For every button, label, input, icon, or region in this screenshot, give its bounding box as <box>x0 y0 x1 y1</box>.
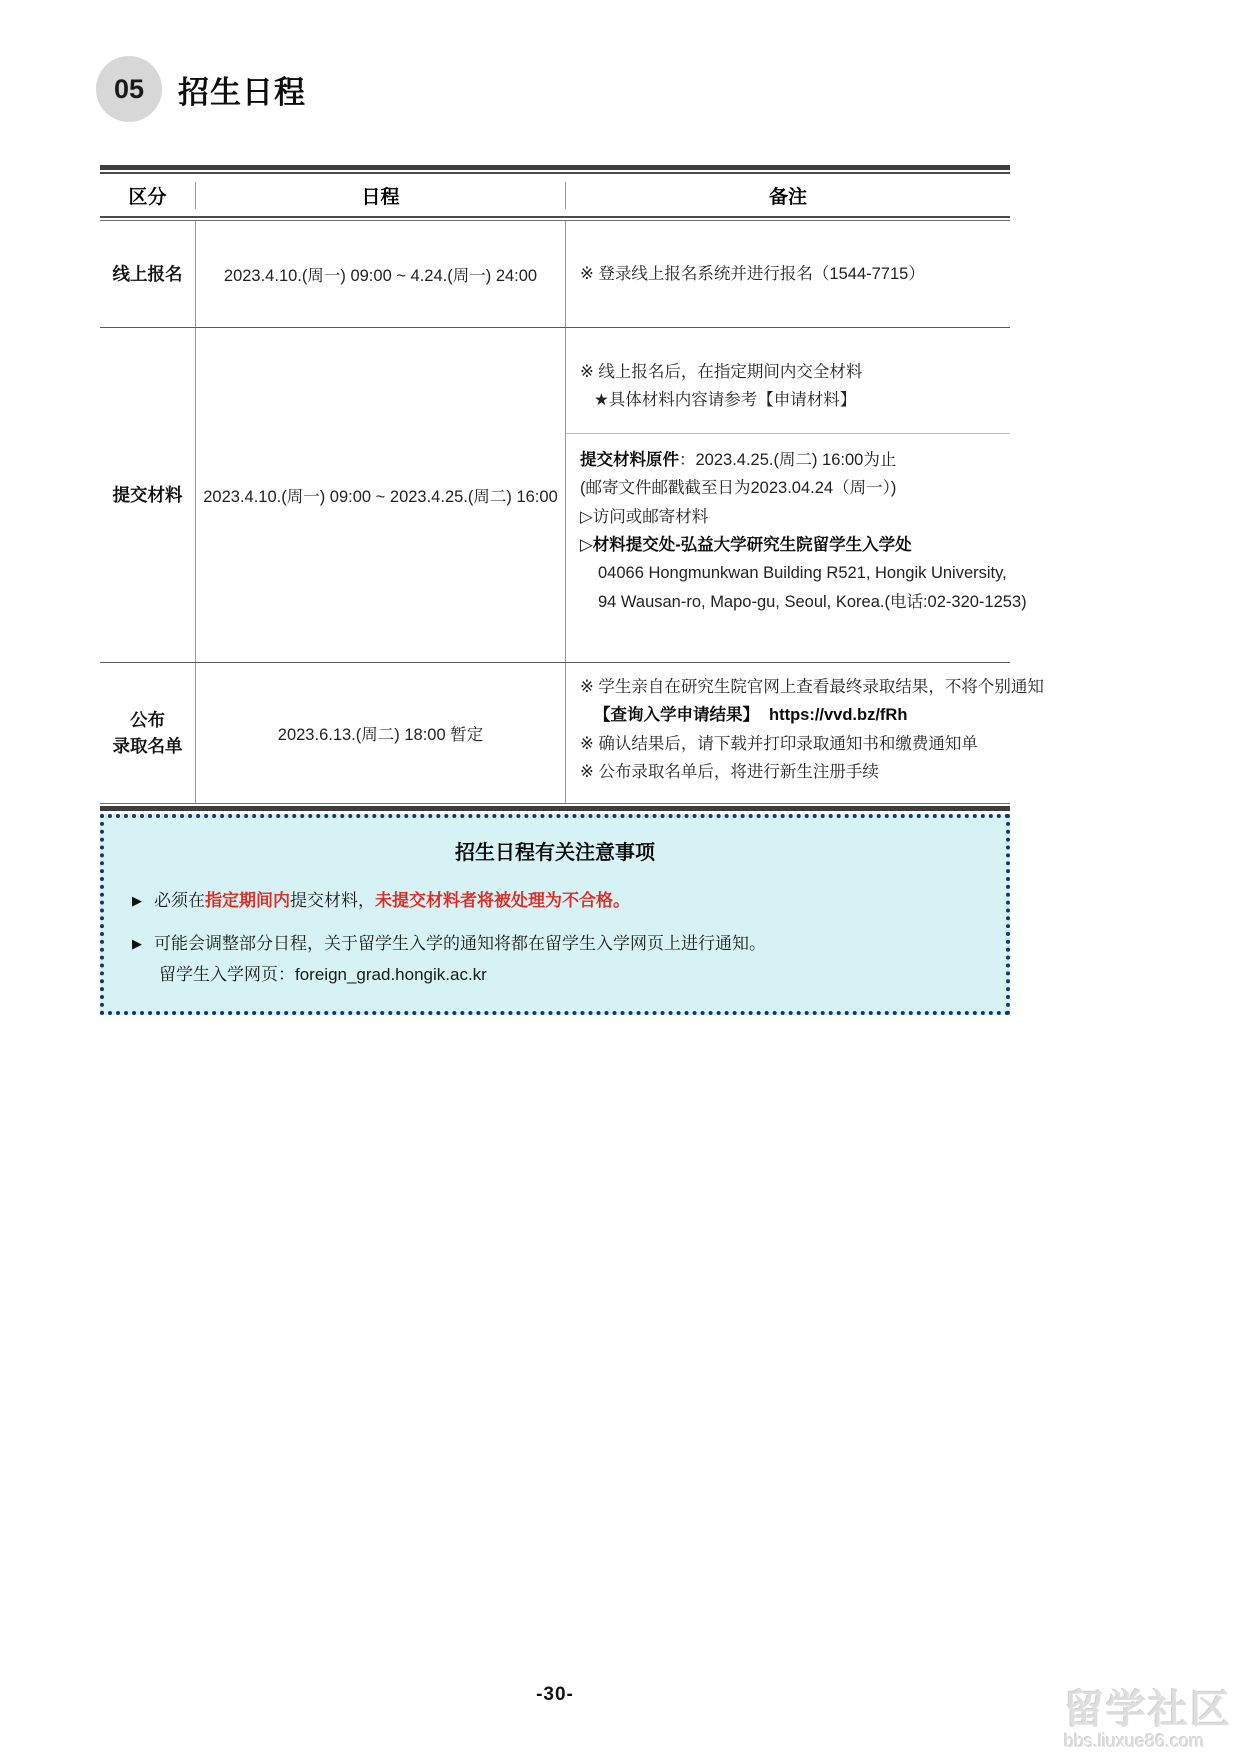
note-line: ※ 登录线上报名系统并进行报名（1544-7715） <box>580 264 925 283</box>
watermark <box>1064 1690 1232 1750</box>
row-schedule: 2023.6.13.(周二) 18:00 暂定 <box>195 663 565 803</box>
notice-text <box>154 886 630 911</box>
section-number: 05 <box>113 73 145 104</box>
notice-box-title: 招生日程有关注意事项 <box>455 842 655 864</box>
note-line: (邮寄文件邮戳截至日为2023.04.24（周一）) <box>580 479 897 498</box>
row-notes <box>565 663 1044 803</box>
note-line: ※ 线上报名后，在指定期间内交全材料 <box>580 363 863 381</box>
row-label-line1: 公布 <box>130 709 165 730</box>
notice-text: 留学生入学网页： <box>159 965 295 984</box>
notice-red-text: 指定期间内 <box>205 891 290 910</box>
schedule-table <box>100 165 1044 811</box>
notice-red-text: 未提交材料者将被处理为不合格。 <box>375 891 630 910</box>
table-row-online-application <box>100 221 1010 328</box>
row-schedule: 2023.4.10.(周一) 09:00 ~ 2023.4.25.(周二) 16:00 <box>195 328 565 662</box>
notice-text-part: 提交材料， <box>290 891 375 910</box>
note-line: ※ 公布录取名单后，将进行新生注册手续 <box>580 763 879 782</box>
row-notes <box>565 328 1027 662</box>
note-text: ：2023.4.25.(周二) 16:00为止 <box>679 450 897 469</box>
notice-box <box>100 814 1010 1015</box>
row-label-line2: 录取名单 <box>112 736 183 756</box>
note-line: ★具体材料内容请参考【申请材料】 <box>594 391 857 410</box>
note-line: 94 Wausan-ro, Mapo-gu, Seoul, Korea.(电话:02-320-1253) <box>598 592 1027 611</box>
note-line: ※ 确认结果后，请下载并打印录取通知书和缴费通知单 <box>580 734 978 753</box>
notes-section-bottom <box>566 434 1027 622</box>
notice-text: 可能会调整部分日程，关于留学生入学的通知将都在留学生入学网页上进行通知。 <box>154 934 766 953</box>
row-label: 线上报名 <box>112 263 183 284</box>
note-line <box>580 446 996 474</box>
page-number: -30- <box>536 1684 574 1705</box>
notice-bullet-2-subline <box>159 960 978 985</box>
watermark-logo-text: 留学社区 <box>1064 1688 1232 1732</box>
notice-bullet-1 <box>132 886 978 911</box>
note-line <box>580 701 996 729</box>
section-number-badge <box>96 56 162 122</box>
table-row-submit-materials <box>100 328 1027 663</box>
row-label <box>100 663 195 803</box>
watermark-url: bbs.liuxue86.com <box>1064 1731 1205 1751</box>
note-line: ▷材料提交处-弘益大学研究生院留学生入学处 <box>580 535 912 554</box>
note-line: ▷访问或邮寄材料 <box>580 507 709 526</box>
row-notes <box>565 221 1010 327</box>
section-header <box>96 56 306 122</box>
admission-webpage-link[interactable]: foreign_grad.hongik.ac.kr <box>295 965 487 984</box>
column-header-schedule: 日程 <box>195 182 565 209</box>
notice-text-part: 必须在 <box>154 891 205 910</box>
table-header-row <box>100 174 1010 216</box>
triangle-bullet-icon: ▶ <box>132 936 142 951</box>
row-schedule: 2023.4.10.(周一) 09:00 ~ 4.24.(周一) 24:00 <box>195 221 565 327</box>
row-label: 提交材料 <box>112 484 183 505</box>
result-check-link[interactable]: https://vvd.bz/fRh <box>769 706 908 725</box>
page-title: 招生日程 <box>178 74 306 110</box>
note-emphasis: 【查询入学申请结果】 <box>594 706 759 725</box>
triangle-bullet-icon: ▶ <box>132 893 142 908</box>
note-line: 04066 Hongmunkwan Building R521, Hongik University, <box>598 564 1007 583</box>
column-header-notes: 备注 <box>565 182 1010 209</box>
notes-section-top <box>566 328 1010 433</box>
column-header-category: 区分 <box>128 186 167 208</box>
notice-bullet-2 <box>132 929 978 954</box>
table-row-admission-results <box>100 663 1044 803</box>
table-bottom-border <box>100 806 1010 811</box>
note-emphasis: 提交材料原件 <box>580 450 679 469</box>
note-line: ※ 学生亲自在研究生院官网上查看最终录取结果，不将个别通知 <box>580 678 1044 696</box>
